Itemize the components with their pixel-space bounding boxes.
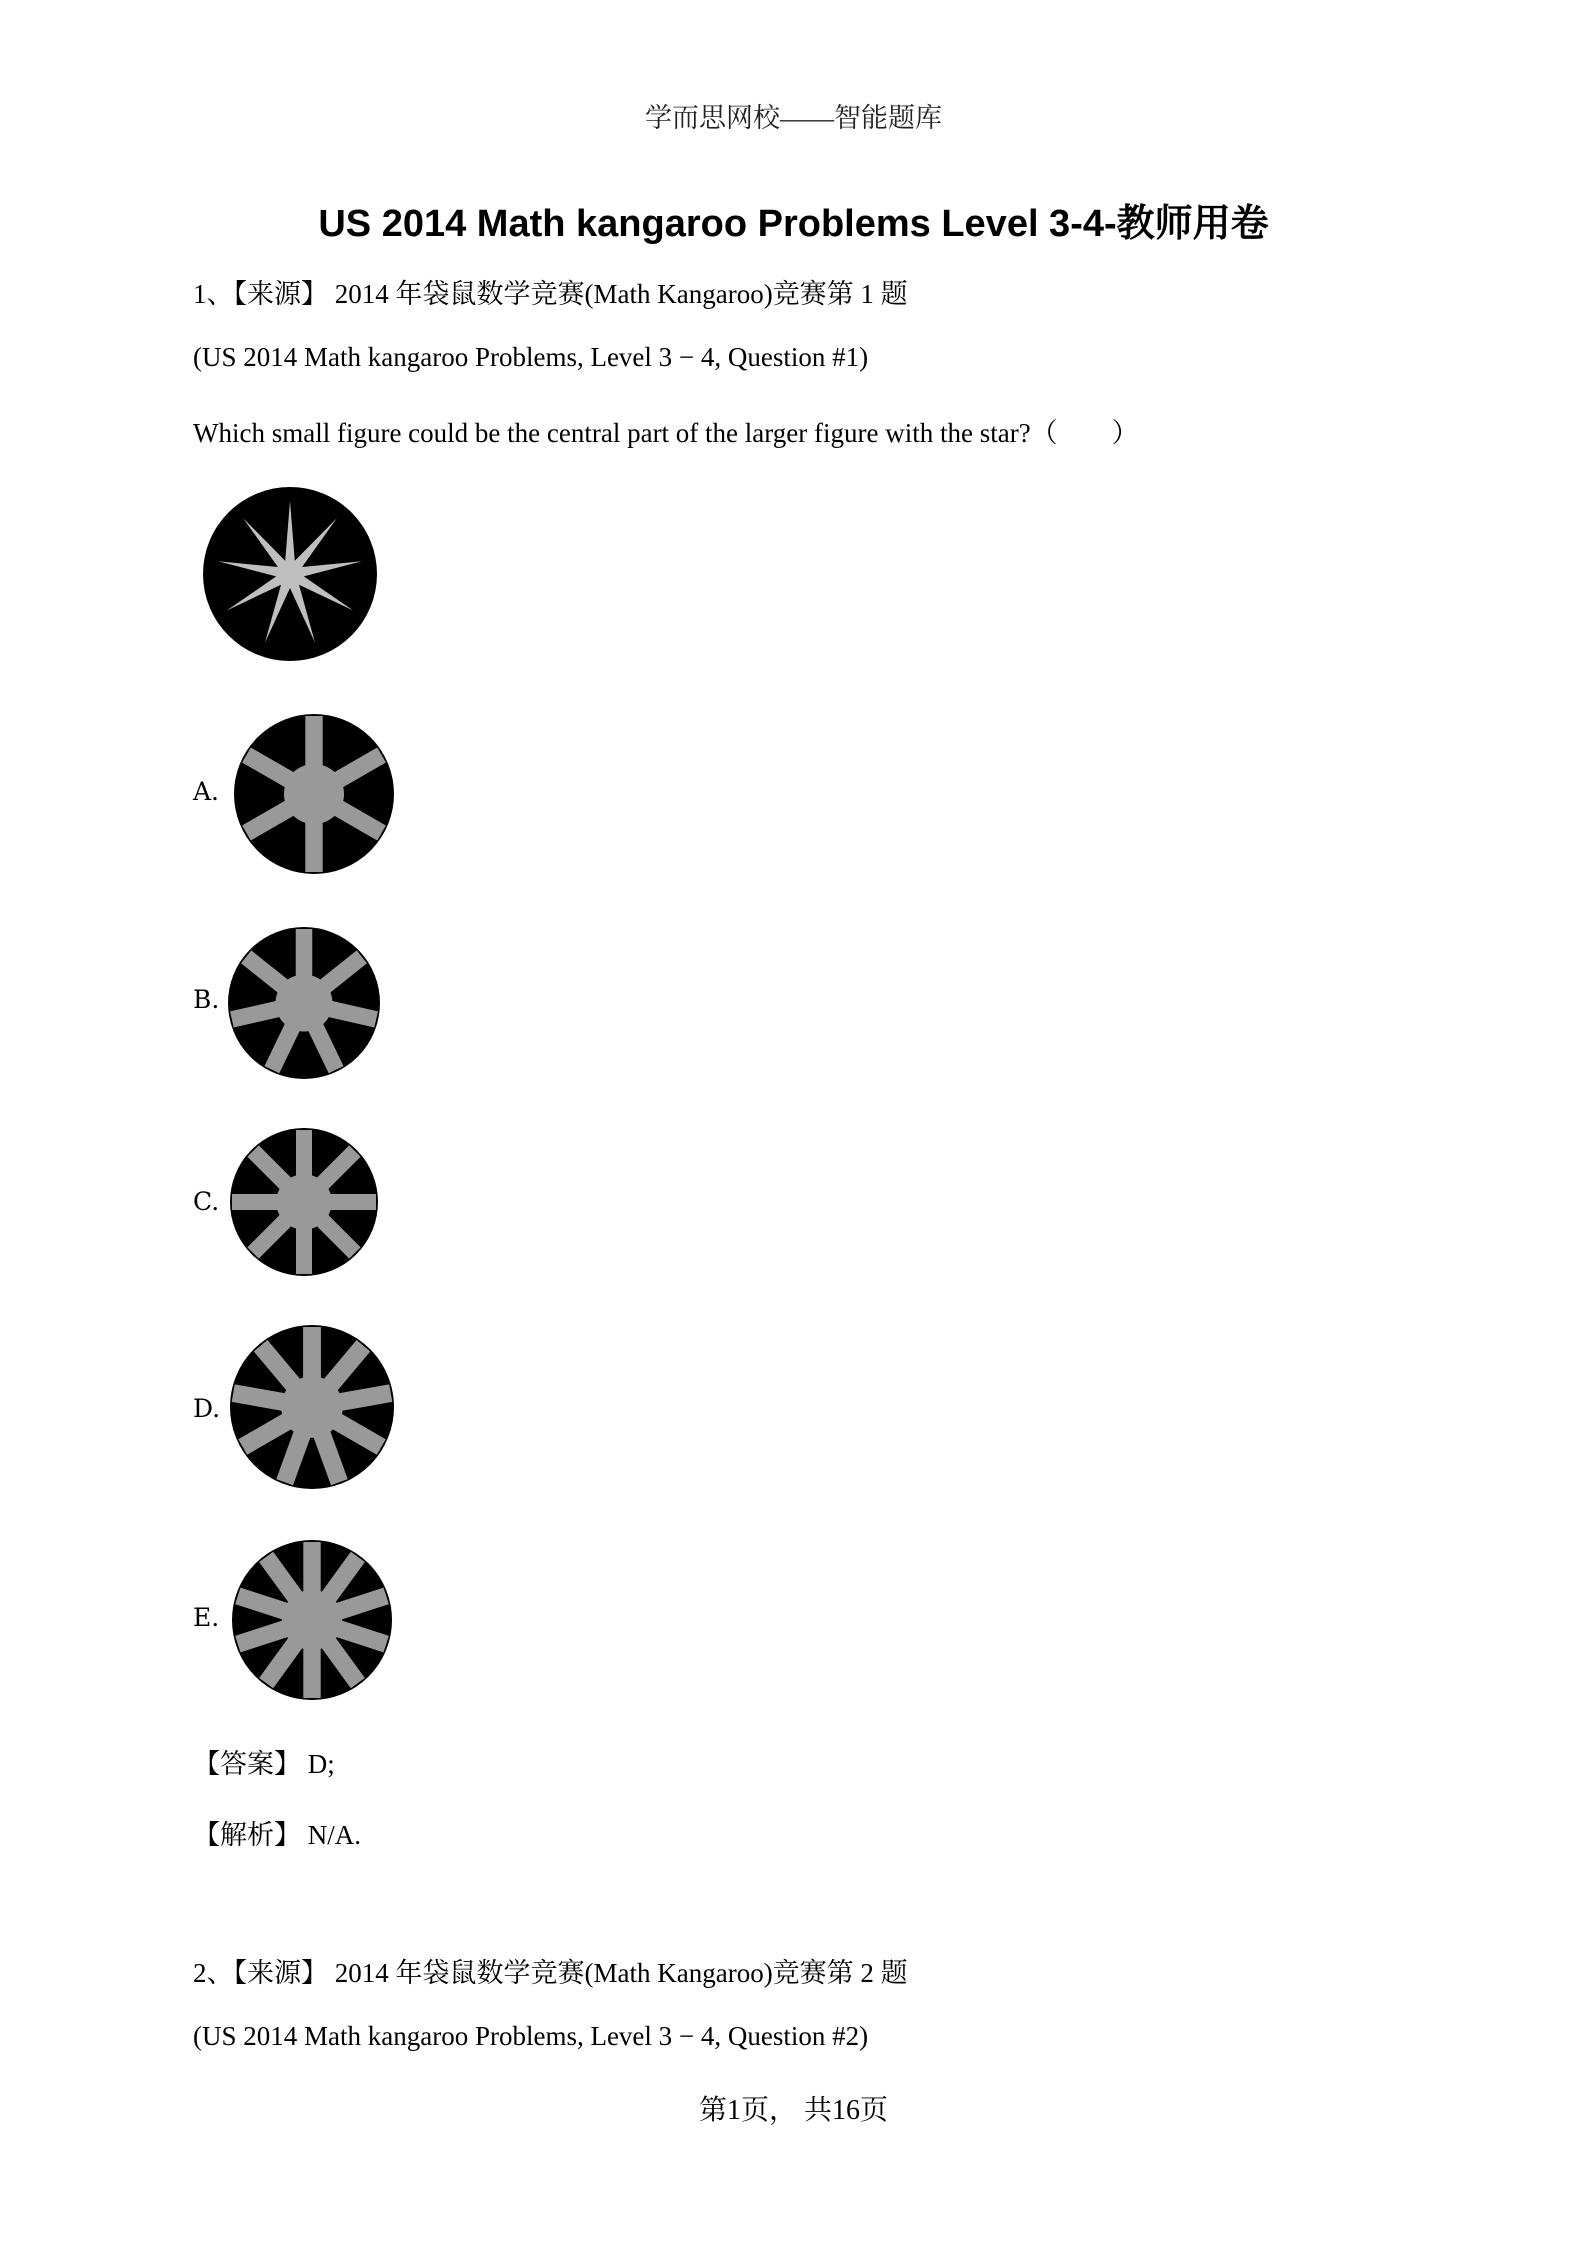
option-e-label: E. bbox=[193, 1603, 220, 1632]
figure-hub bbox=[281, 1376, 343, 1438]
option-a-label: A. bbox=[193, 777, 220, 806]
option-d-label: D. bbox=[193, 1394, 221, 1423]
page-footer: 第1页， 共16页 bbox=[698, 2095, 888, 2126]
q1-source: 1、【来源】 2014 年袋鼠数学竞赛(Math Kangaroo)竞赛第 1 题 bbox=[193, 279, 908, 309]
q2-source: 2、【来源】 2014 年袋鼠数学竞赛(Math Kangaroo)竞赛第 2 题 bbox=[193, 1958, 908, 1988]
option-b-figure bbox=[226, 925, 382, 1081]
figure-hub bbox=[282, 1590, 342, 1650]
document-title: US 2014 Math kangaroo Problems Level 3-4-教师用卷 bbox=[318, 203, 1269, 245]
option-d-figure bbox=[228, 1323, 396, 1491]
figure-hub bbox=[276, 1174, 331, 1229]
figure-hub bbox=[284, 764, 344, 824]
q1-reference: (US 2014 Math kangaroo Problems, Level 3 − 4, Question #1) bbox=[193, 342, 869, 372]
page-header: 学而思网校——智能题库 bbox=[645, 103, 942, 133]
q1-analysis: 【解析】 N/A. bbox=[193, 1820, 361, 1850]
option-c-figure bbox=[228, 1126, 380, 1278]
option-a-figure bbox=[232, 712, 396, 876]
option-b-label: B. bbox=[193, 985, 220, 1014]
q1-answer: 【答案】 D; bbox=[193, 1749, 335, 1779]
option-c-label: C. bbox=[193, 1187, 220, 1216]
figure-hub bbox=[276, 975, 333, 1032]
star-figure bbox=[200, 484, 380, 664]
option-e-figure bbox=[230, 1538, 394, 1702]
q2-reference: (US 2014 Math kangaroo Problems, Level 3 − 4, Question #2) bbox=[193, 2021, 869, 2051]
q1-question: Which small figure could be the central part of the larger figure with the star?（ ） bbox=[193, 418, 1139, 448]
